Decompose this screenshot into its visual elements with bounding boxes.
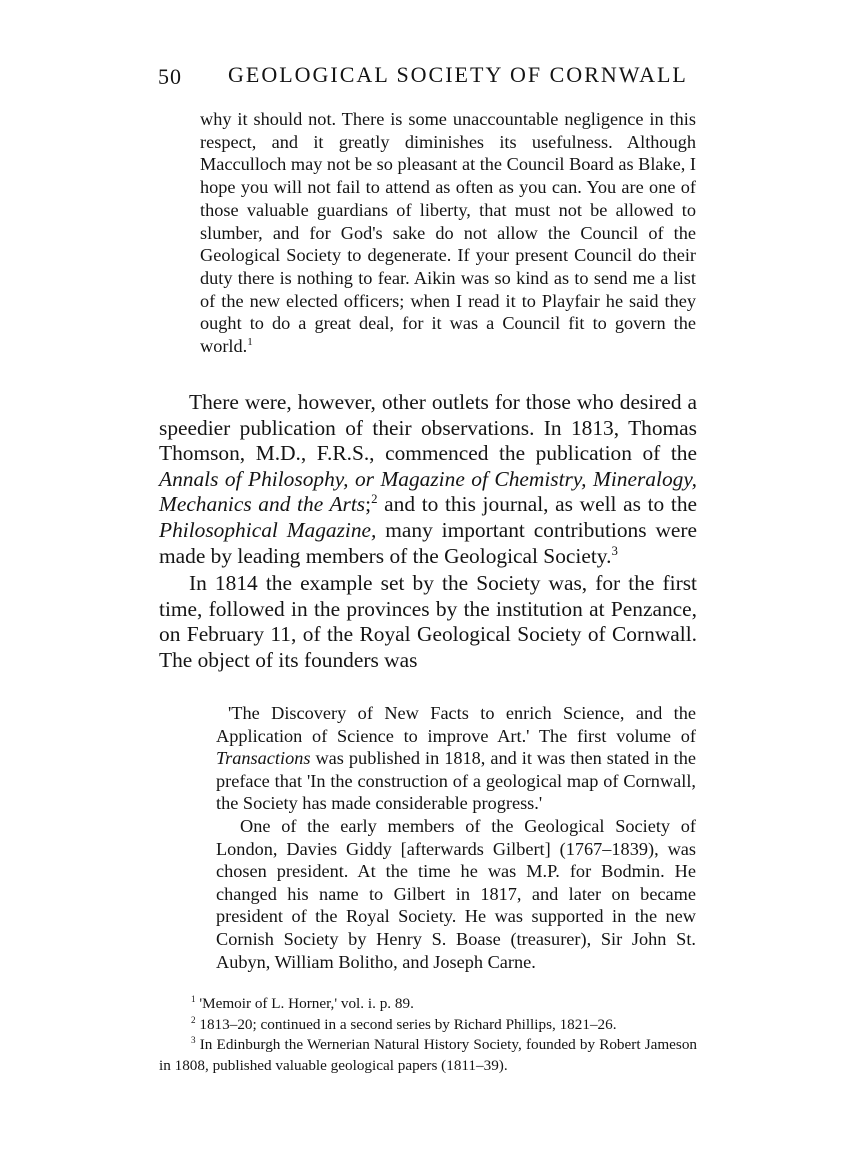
quoted-society-paragraph-1: [216, 702, 696, 815]
paragraph-outlets-text: There were, however, other outlets for those who desired a speedier publication of their observations. In 1813, Thomas Thomson, M.D., F.R.S., commenced the publication of the: [159, 390, 697, 466]
quoted-letter: [200, 108, 696, 358]
running-title: GEOLOGICAL SOCIETY OF CORNWALL: [228, 62, 688, 87]
footnote-ref-3: 3: [611, 543, 618, 558]
paragraph-outlets-text-3: many important contributions were made by leading members of the Geological Society.: [159, 517, 697, 568]
quoted-society-paragraph-2: One of the early members of the Geological Society of London, Davies Giddy [afterwards Gilbert] (1767–1839), was chosen president. At the time he was M.P. for Bodmin. He changed his name to Gilbert in 1817, and later on became president of the Royal Society. He was supported in the new Cornish Society by Henry S. Boase (treasurer), Sir John St. Aubyn, William Bolitho, and Joseph Carne.: [216, 815, 696, 972]
footnote-3: [159, 1035, 697, 1076]
quoted-letter-text: [200, 108, 696, 358]
paragraph-outlets: [159, 390, 697, 569]
quoted-letter-body: why it should not. There is some unaccountable negligence in this respect, and it greatly diminishes its usefulness. Although Macculloch may not be so pleasant at the Council Board as Blake, I hope you will not fail to attend as often as you can. You are one of those valuable guardians of liberty, that must not be allowed to slumber, and for God's sake do not allow the Council of the Geological Society to degenerate. If your present Council do their duty there is nothing to fear. Aikin was so kind as to send me a list of the new elected officers; when I read it to Playfair he said they ought to do a great deal, for it was a Council fit to govern the world.: [200, 109, 696, 357]
footnote-mark-1: 1: [191, 993, 196, 1004]
footnote-text-3: In Edinburgh the Wernerian Natural History Society, founded by Robert Jameson in 1808, published valuable geological papers (1811–39).: [159, 1036, 698, 1074]
paragraph-outlets-text-2: and to this journal, as well as to the: [377, 492, 698, 517]
quoted-society-text-1: 'The Discovery of New Facts to enrich Science, and the Application of Science to improve Art.' The first volume of: [216, 703, 696, 746]
footnote-2: [159, 1015, 697, 1036]
annals-title: Annals of Philosophy, or Magazine of Chemistry, Mineralogy, Mechanics and the Arts: [159, 466, 697, 517]
paragraph-penzance: In 1814 the example set by the Society was, for the first time, followed in the provinces by the institution at Penzance, on February 11, of the Royal Geological Society of Cornwall. The object of its founders was: [159, 571, 697, 672]
footnotes: [159, 994, 697, 1076]
page-header: [158, 62, 698, 98]
footnote-mark-2: 2: [191, 1014, 196, 1025]
transactions-title: Transactions: [216, 748, 311, 769]
page-number: 50: [158, 64, 182, 89]
footnote-text-2: 1813–20; continued in a second series by Richard Phillips, 1821–26.: [199, 1015, 617, 1033]
philosophical-magazine-title: Philosophical Magazine,: [159, 517, 377, 542]
quoted-society-text-2: was published in 1818, and it was then stated in the preface that 'In the construction of a geological map of Cornwall, the Society has made considerable progress.': [216, 748, 696, 814]
quoted-society-text: [216, 702, 696, 973]
main-text: [159, 388, 697, 674]
footnote-ref-1: 1: [247, 335, 253, 348]
footnote-1: [159, 994, 697, 1015]
footnote-ref-2: 2: [371, 492, 378, 507]
footnote-text-1: 'Memoir of L. Horner,' vol. i. p. 89.: [199, 995, 414, 1012]
footnote-mark-3: 3: [191, 1034, 196, 1045]
paragraph-outlets-semicolon: ;: [365, 492, 372, 517]
